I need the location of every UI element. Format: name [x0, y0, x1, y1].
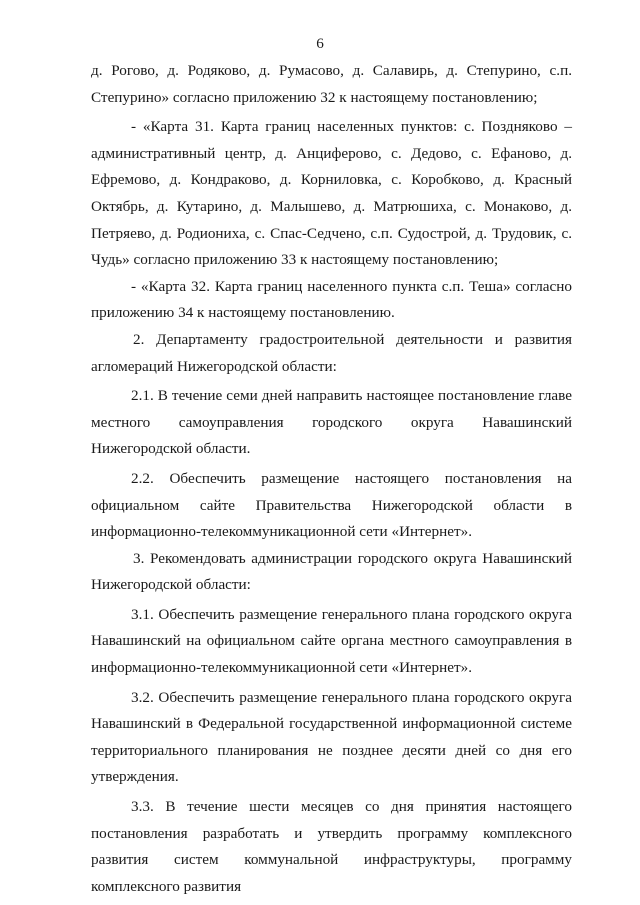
paragraph-item-3-3: 3.3. В течение шести месяцев со дня принятия настоящего постановления разработать и утвердить программу комплексного развития систем коммунальной инфраструктуры, программу комплексного развития	[91, 798, 572, 895]
paragraph-item-2: 2. Департаменту градостроительной деятельности и развития агломераций Нижегородской области:	[91, 330, 572, 375]
paragraph-item-2-1: 2.1. В течение семи дней направить настоящее постановление главе местного самоуправления городского округа Навашинский Нижегородской области.	[91, 387, 572, 458]
document-body	[91, 58, 572, 900]
paragraph-item-3-1: 3.1. Обеспечить размещение генерального плана городского округа Навашинский на официальном сайте органа местного самоуправления в информационно-телекоммуникационной сети «Интернет».	[91, 605, 572, 677]
page-number: 6	[316, 35, 324, 52]
paragraph-continuation: д. Рогово, д. Родяково, д. Румасово, д. Салавирь, д. Степурино, с.п. Степурино» согласно приложению 32 к настоящему постановлению;	[91, 62, 572, 106]
paragraph-item-3: 3. Рекомендовать администрации городского округа Навашинский Нижегородской области:	[91, 549, 572, 594]
paragraph-map-31: - «Карта 31. Карта границ населенных пунктов: с. Поздняково – административный центр, д. Анциферово, с. Дедово, с. Ефаново, д. Ефремово, д. Кондраково, д. Корниловка, с. Коробково, д. Красный Октябрь, д. Кутарино, д. Малышево, д. Матрюшиха, с. Монаково, д. Петряево, д. Родиониха, с. Спас-Седчено, с.п. Судострой, д. Трудовик, с. Чудь» согласно приложению 33 к настоящему постановлению;	[91, 118, 572, 269]
paragraph-item-2-2: 2.2. Обеспечить размещение настоящего постановления на официальном сайте Правительства Нижегородской области в информационно-телекоммуникационной сети «Интернет».	[91, 469, 572, 541]
paragraph-item-3-2: 3.2. Обеспечить размещение генерального плана городского округа Навашинский в Федеральной государственной информационной системе территориального планирования не позднее десяти дней со дня его утверждения.	[91, 688, 572, 786]
paragraph-map-32: - «Карта 32. Карта границ населенного пункта с.п. Теша» согласно приложению 34 к настоящему постановлению.	[91, 277, 572, 322]
